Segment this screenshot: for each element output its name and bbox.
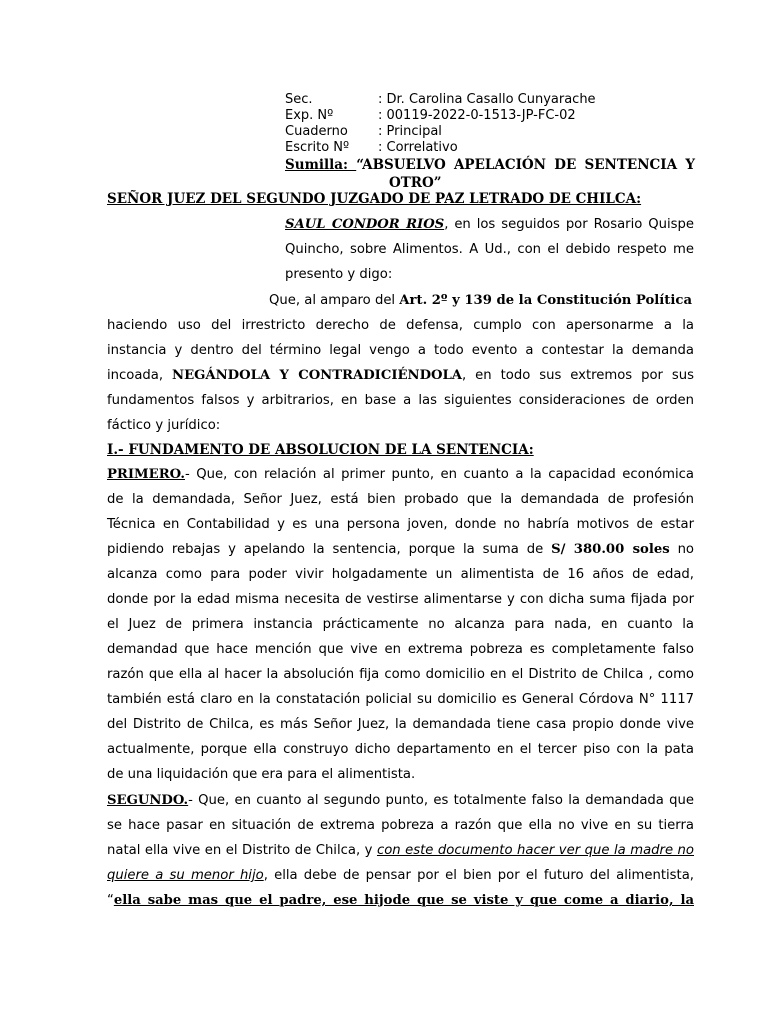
- paragraph-line: actualmente, porque ella construyo dicho departamento en el tercer piso con la pata: [107, 742, 694, 757]
- paragraph-line: pidiendo rebajas y apelando la sentencia, porque la suma de S/ 380.00 soles no: [107, 542, 694, 557]
- sec-value: : Dr. Carolina Casallo Cunyarache: [378, 92, 596, 107]
- paragraph-line: fundamentos falsos y arbitrarios, en base a las siguientes consideraciones de orden: [107, 393, 694, 408]
- escrito-value: : Correlativo: [378, 140, 458, 155]
- paragraph-line: incoada, NEGÁNDOLA Y CONTRADICIÉNDOLA, en todo sus extremos por sus: [107, 368, 694, 383]
- bold-quote: de que se viste y que come a diario, la: [392, 893, 694, 908]
- sumilla-text-1: “ABSUELVO APELACIÓN DE SENTENCIA Y: [356, 157, 695, 173]
- section-heading: I.- FUNDAMENTO DE ABSOLUCION DE LA SENTENCIA:: [107, 442, 534, 458]
- paragraph-line: fáctico y jurídico:: [107, 418, 221, 433]
- paragraph-line: quiere a su menor hijo, ella debe de pensar por el bien por el futuro del alimentista,: [107, 868, 694, 883]
- legal-reference: Art. 2º y 139 de la Constitución Política: [399, 293, 692, 308]
- underlined-quote: quiere a su menor hijo: [107, 868, 264, 883]
- paragraph-line: también está claro en la constatación policial su domicilio es General Córdova N° 1117: [107, 692, 694, 707]
- bold-quote: ella sabe mas que el padre, ese hijo: [113, 893, 393, 908]
- paragraph-line: instancia y dentro del término legal vengo a todo evento a contestar la demanda: [107, 343, 694, 358]
- amount-text: S/ 380.00 soles: [551, 542, 670, 557]
- paragraph-line: se hace pasar en situación de extrema pobreza a razón que ella no vive en su tierra: [107, 818, 694, 833]
- paragraph-line: de la demandada, Señor Juez, está bien probado que la demandada de profesión: [107, 492, 694, 507]
- paragraph-line: del Distrito de Chilca, es más Señor Juez, la demandada tiene casa propio donde vive: [107, 717, 694, 732]
- emphasis-text: NEGÁNDOLA Y CONTRADICIÉNDOLA: [172, 368, 463, 383]
- sumilla-label: Sumilla:: [285, 157, 357, 173]
- sumilla: [285, 157, 695, 173]
- sec-label: Sec.: [285, 92, 313, 107]
- addressee: SEÑOR JUEZ DEL SEGUNDO JUZGADO DE PAZ LETRADO DE CHILCA:: [107, 191, 642, 207]
- header-escrito: [285, 140, 458, 156]
- paragraph-line: donde por la edad misma necesita de vestirse alimentarse y con dicha suma fijada por: [107, 592, 694, 607]
- exp-label: Exp. Nº: [285, 108, 334, 123]
- paragraph-line: Técnica en Contabilidad y es una persona joven, donde no habría motivos de estar: [107, 517, 694, 532]
- paragraph-line: natal ella vive en el Distrito de Chilca, y con este documento hacer ver que la madre no: [107, 843, 694, 858]
- paragraph-line: PRIMERO.- Que, con relación al primer punto, en cuanto a la capacidad económica: [107, 467, 694, 482]
- sumilla-text-2: OTRO”: [389, 175, 442, 191]
- paragraph-line: demandad que hace mención que vive en extrema pobreza es completamente falso: [107, 642, 694, 657]
- intro-line: presento y digo:: [285, 267, 393, 282]
- intro-line: SAUL CONDOR RIOS, en los seguidos por Rosario Quispe: [285, 217, 694, 232]
- paragraph-line: el Juez de primera instancia prácticamente no alcanza para nada, en cuanto la: [107, 617, 694, 632]
- exp-value: : 00119-2022-0-1513-JP-FC-02: [378, 108, 576, 123]
- underlined-quote: con este documento hacer ver que la madre no: [376, 843, 694, 858]
- paragraph-line: razón que ella al hacer la absolución fija como domicilio en el Distrito de Chilca , como: [107, 667, 694, 682]
- paragraph-line: “ella sabe mas que el padre, ese hijode que se viste y que come a diario, la: [107, 893, 694, 908]
- header-sec: [285, 92, 596, 108]
- cuaderno-label: Cuaderno: [285, 124, 348, 139]
- cuaderno-value: : Principal: [378, 124, 442, 139]
- paragraph-line: Que, al amparo del Art. 2º y 139 de la Constitución Política: [269, 293, 692, 308]
- signatory-name: SAUL CONDOR RIOS: [285, 217, 445, 232]
- escrito-label: Escrito Nº: [285, 140, 350, 155]
- paragraph-line: SEGUNDO.- Que, en cuanto al segundo punto, es totalmente falso la demandada que: [107, 793, 694, 808]
- paragraph-line: de una liquidación que era para el alimentista.: [107, 767, 416, 782]
- intro-line: Quincho, sobre Alimentos. A Ud., con el debido respeto me: [285, 242, 694, 257]
- header-cuaderno: [285, 124, 442, 140]
- header-exp: [285, 108, 576, 124]
- paragraph-line: haciendo uso del irrestricto derecho de defensa, cumplo con apersonarme a la: [107, 318, 694, 333]
- segundo-label: SEGUNDO.: [107, 793, 189, 808]
- primero-label: PRIMERO.: [107, 467, 185, 482]
- paragraph-line: alcanza como para poder vivir holgadamente un alimentista de 16 años de edad,: [107, 567, 694, 582]
